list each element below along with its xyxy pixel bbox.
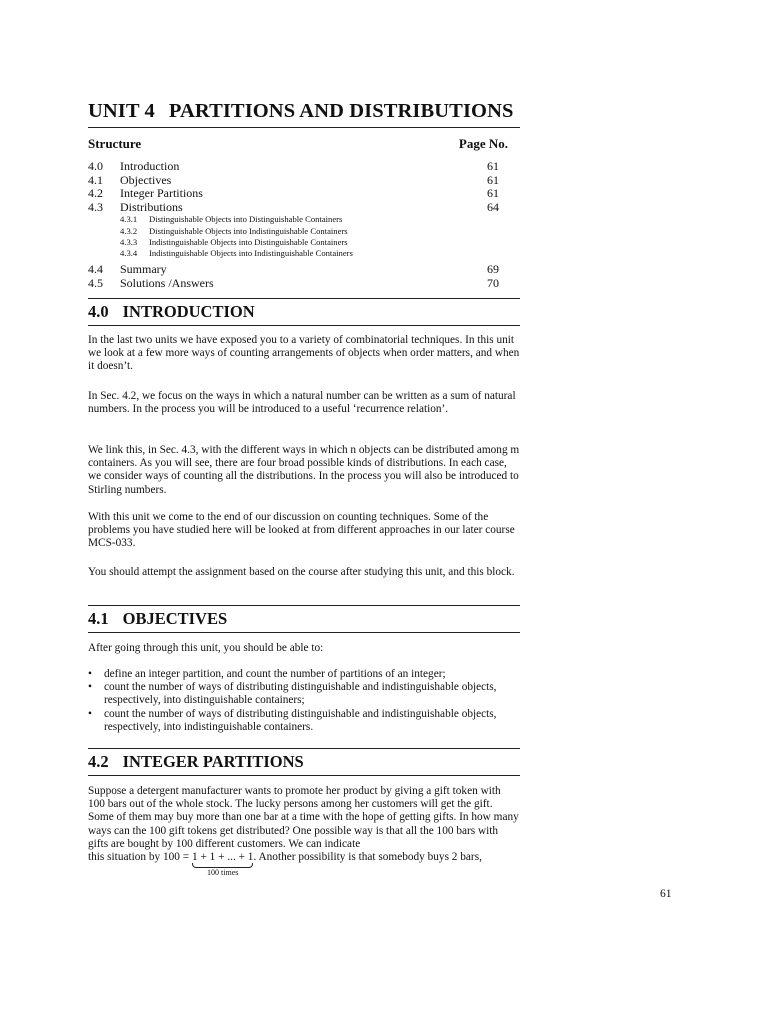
toc-title: Objectives — [120, 172, 172, 187]
toc-num: 4.3 — [88, 199, 103, 214]
intro-paragraph: We link this, in Sec. 4.3, with the different ways in which n objects can be distributed among m containers. As you will see, there are four broad possible kinds of distributions. In each case, we consider ways of counting all the distributions. In the process you will also be introduced to Stirling numbers. — [88, 444, 520, 496]
toc-entry — [88, 201, 520, 215]
list-item-text: count the number of ways of distributing distinguishable and indistinguishable objects, respectively, into indistinguishable containers. — [104, 707, 497, 733]
section-title-integer-partitions — [88, 752, 520, 772]
list-item — [88, 681, 520, 707]
section-rule-bottom — [88, 775, 520, 776]
toc-sub-num: 4.3.3 — [120, 236, 138, 247]
unit-number: UNIT 4 — [88, 100, 155, 122]
toc-sub-title: Indistinguishable Objects into Indistinguishable Containers — [149, 247, 353, 258]
bullet: • — [88, 668, 92, 680]
toc-page: 64 — [487, 199, 499, 214]
section-rule-top — [88, 298, 520, 299]
toc-num: 4.4 — [88, 262, 103, 277]
toc-entry — [88, 277, 520, 291]
section-title-text: OBJECTIVES — [122, 609, 228, 628]
toc-title: Introduction — [120, 159, 180, 173]
underbrace-formula — [191, 851, 254, 877]
table-of-contents — [88, 160, 520, 290]
toc-sub-title: Distinguishable Objects into Distinguishable Containers — [149, 214, 343, 225]
page-no-label: Page No. — [458, 136, 508, 151]
page-number: 61 — [660, 888, 672, 900]
toc-entry — [88, 174, 520, 188]
partitions-paragraph: Suppose a detergent manufacturer wants to promote her product by giving a gift token with 100 bars out of the whole stock. The lucky persons among her customers will get the gift. Some of them may buy more than one bar at a time with the hope of getting gifts. In how many ways can the 100 gift tokens get distributed? One possible way is that all the 100 bars with gifts are bought by 100 different customers. We can indicate — [88, 785, 519, 850]
toc-title: Integer Partitions — [120, 186, 203, 201]
toc-page: 69 — [487, 262, 499, 277]
toc-sub-title: Indistinguishable Objects into Distinguishable Containers — [149, 236, 348, 247]
unit-title-text: PARTITIONS AND DISTRIBUTIONS — [168, 100, 514, 122]
title-rule — [88, 127, 520, 128]
intro-paragraph: In the last two units we have exposed you to a variety of combinatorial techniques. In this unit we look at a few more ways of counting arrangements of objects when order matters, and when it doesn’t. — [88, 334, 520, 373]
list-item — [88, 708, 520, 734]
section-number: 4.0 — [88, 302, 109, 321]
section-number: 4.1 — [88, 609, 109, 628]
formula-line-start: this situation by 100 = — [88, 851, 190, 863]
section-title-text: INTEGER PARTITIONS — [122, 752, 304, 771]
toc-entry — [88, 263, 520, 277]
section-number: 4.2 — [88, 752, 109, 771]
toc-page: 70 — [487, 275, 499, 290]
section-rule-top — [88, 748, 520, 749]
toc-sub-num: 4.3.1 — [120, 214, 138, 225]
toc-num: 4.2 — [88, 186, 103, 201]
bullet: • — [88, 707, 92, 720]
toc-title: Solutions /Answers — [120, 275, 214, 290]
list-item-text: define an integer partition, and count the number of partitions of an integer; — [104, 668, 446, 680]
list-item — [88, 668, 520, 681]
toc-num: 4.5 — [88, 275, 103, 290]
intro-paragraph: With this unit we come to the end of our discussion on counting techniques. Some of the problems you have studied here will be looked at from different approaches in our later course MCS-033. — [88, 511, 515, 550]
intro-paragraph: In Sec. 4.2, we focus on the ways in which a natural number can be written as a sum of natural numbers. In the process you will be introduced to a useful ‘recurrence relation’. — [88, 390, 516, 416]
unit-title — [88, 100, 520, 123]
section-rule-bottom — [88, 325, 520, 326]
toc-title: Distributions — [120, 199, 183, 214]
toc-num: 4.1 — [88, 172, 103, 187]
section-title-introduction — [88, 302, 520, 322]
partitions-formula-line — [88, 851, 520, 877]
list-item-text: count the number of ways of distributing distinguishable and indistinguishable objects, respectively, into distinguishable containers; — [104, 681, 497, 707]
toc-entry — [88, 187, 520, 201]
toc-subentry — [88, 248, 520, 259]
toc-sub-title: Distinguishable Objects into Indistinguishable Containers — [149, 225, 348, 236]
toc-subentry — [88, 214, 520, 225]
toc-subentry — [88, 226, 520, 237]
bullet: • — [88, 681, 92, 694]
intro-paragraph: You should attempt the assignment based on the course after studying this unit, and this block. — [88, 566, 515, 578]
objectives-lead: After going through this unit, you should be able to: — [88, 642, 324, 654]
toc-sub-num: 4.3.4 — [120, 247, 138, 258]
toc-page: 61 — [487, 172, 499, 187]
objectives-list — [88, 668, 520, 734]
toc-subentry — [88, 237, 520, 248]
section-rule-bottom — [88, 632, 520, 633]
section-title-text: INTRODUCTION — [122, 302, 255, 321]
formula-line-end: . Another possibility is that somebody buys 2 bars, — [253, 851, 482, 863]
formula-sum: 1 + 1 + ... + 1 — [191, 851, 254, 863]
section-title-objectives — [88, 609, 520, 629]
structure-header — [88, 136, 520, 152]
toc-sub-num: 4.3.2 — [120, 225, 138, 236]
toc-page: 61 — [487, 186, 499, 201]
toc-page: 61 — [487, 159, 499, 173]
underbrace-label: 100 times — [207, 868, 239, 877]
structure-label: Structure — [88, 136, 142, 151]
toc-entry — [88, 160, 520, 174]
toc-num: 4.0 — [88, 159, 103, 173]
section-rule-top — [88, 605, 520, 606]
toc-title: Summary — [120, 262, 167, 277]
